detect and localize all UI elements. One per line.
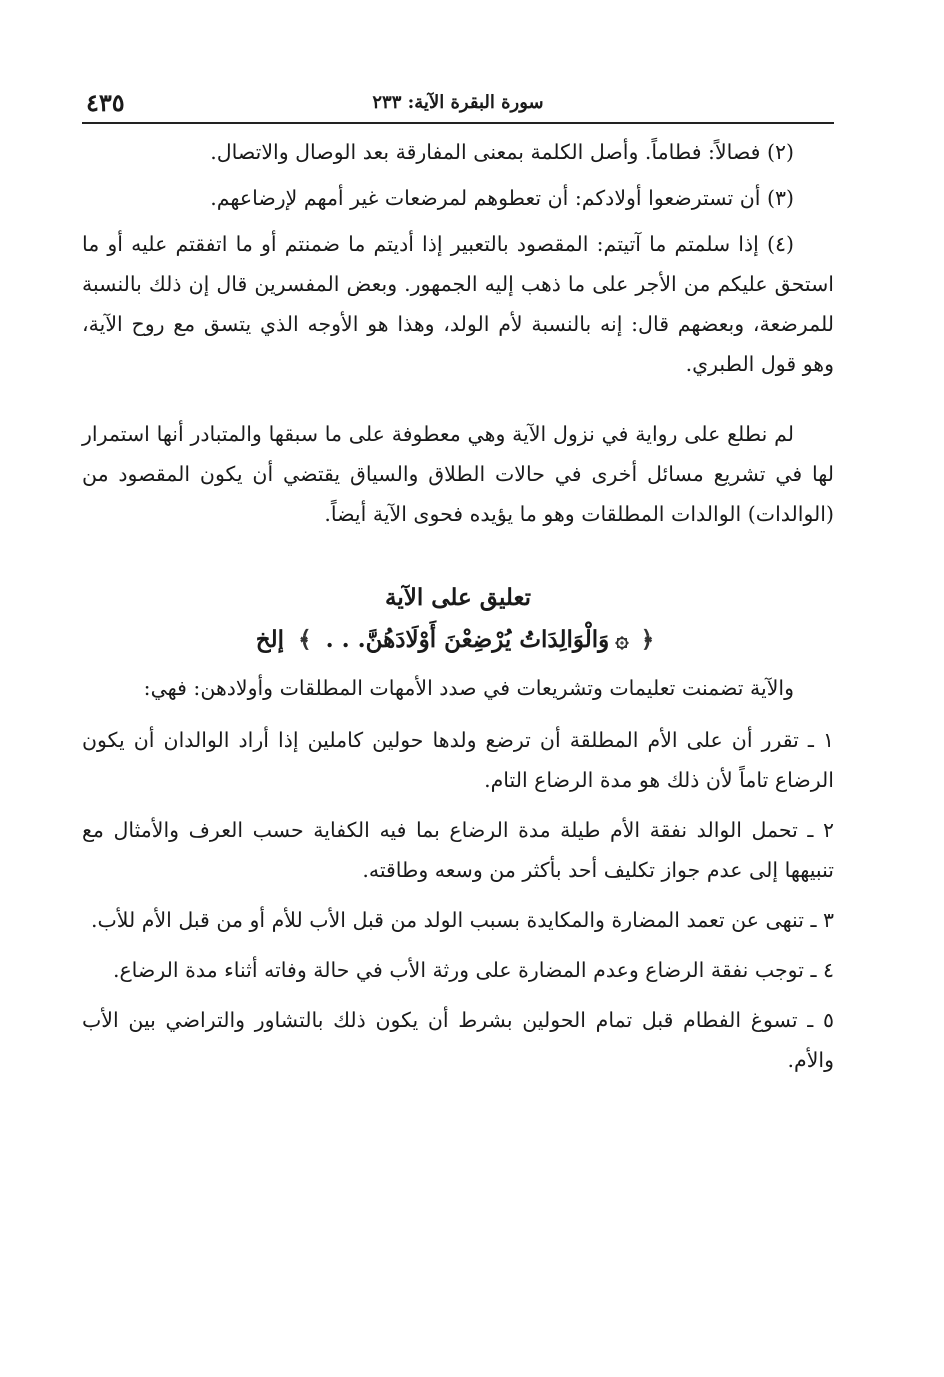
note-4: (٤) إذا سلمتم ما آتيتم: المقصود بالتعبير إذا أديتم ما ضمنتم أو ما اتفقتم عليه أو ما استحق عليكم من الأجر على ما ذهب إليه الجمهور. وبعض المفسرين قال إن ذلك بالنسبة للمرضعة، وبعضهم قال: إنه بالنسبة لأم الولد، وهذا هو الأوجه الذي يتسق مع روح الآية، وهو قول الطبري. [82, 232, 834, 376]
section-title: تعليق على الآية [385, 584, 531, 611]
page-number: ٤٣٥ [86, 88, 125, 117]
verse-open-bracket: ﴿ [640, 626, 655, 653]
header-title: سورة البقرة الآية: ٢٣٣ [372, 92, 544, 113]
list-item: ١ ـ تقرر أن على الأم المطلقة أن ترضع ولدها حولين كاملين إذا أراد الوالدان أن يكون الرضاع تاماً لأن ذلك هو مدة الرضاع التام. [82, 728, 834, 792]
footnotes [82, 132, 834, 384]
verse-suffix: إلخ [255, 626, 285, 653]
list-item: ٥ ـ تسوغ الفطام قبل تمام الحولين بشرط أن يكون ذلك بالتشاور والتراضي بين الأب والأم. [82, 1008, 834, 1072]
rulings-list [82, 720, 834, 1080]
verse-star-ornament: ۞ [615, 626, 629, 653]
document-page [82, 88, 834, 1090]
running-header [82, 88, 834, 124]
verse-close-bracket: ﴾ [298, 626, 312, 653]
list-intro: والآية تضمنت تعليمات وتشريعات في صدد الأمهات المطلقات وأولادهن: فهي: [143, 676, 794, 700]
verse-text: وَالْوَالِدَاتُ يُرْضِعْنَ أَوْلَادَهُنَّ. . . [325, 626, 610, 653]
context-paragraph: لم نطلع على رواية في نزول الآية وهي معطوفة على ما سبقها والمتبادر أنها استمرار لها في تشريع مسائل أخرى في حالات الطلاق والسياق يقتضي أن يكون المقصود من (الوالدات) الوالدات المطلقات وهو ما يؤيده فحوى الآية أيضاً. [82, 422, 834, 526]
list-item: ٤ ـ توجب نفقة الرضاع وعدم المضارة على ورثة الأب في حالة وفاته أثناء مدة الرضاع. [112, 958, 834, 982]
list-item: ٢ ـ تحمل الوالد نفقة الأم طيلة مدة الرضاع بما فيه الكفاية حسب العرف والأمثال مع تنبيهها إلى عدم جواز تكليف أحد بأكثر من وسعه وطاقته. [82, 818, 834, 882]
verse-quote [82, 618, 834, 662]
note-3: (٣) أن تسترضعوا أولادكم: أن تعطوهم لمرضعات غير أمهم لإرضاعهم. [210, 186, 794, 210]
note-2: (٢) فصالاً: فطاماً. وأصل الكلمة بمعنى المفارقة بعد الوصال والاتصال. [210, 140, 794, 164]
list-item: ٣ ـ تنهى عن تعمد المضارة والمكايدة بسبب الولد من قبل الأب للأم أو من قبل الأم للأب. [90, 908, 834, 932]
